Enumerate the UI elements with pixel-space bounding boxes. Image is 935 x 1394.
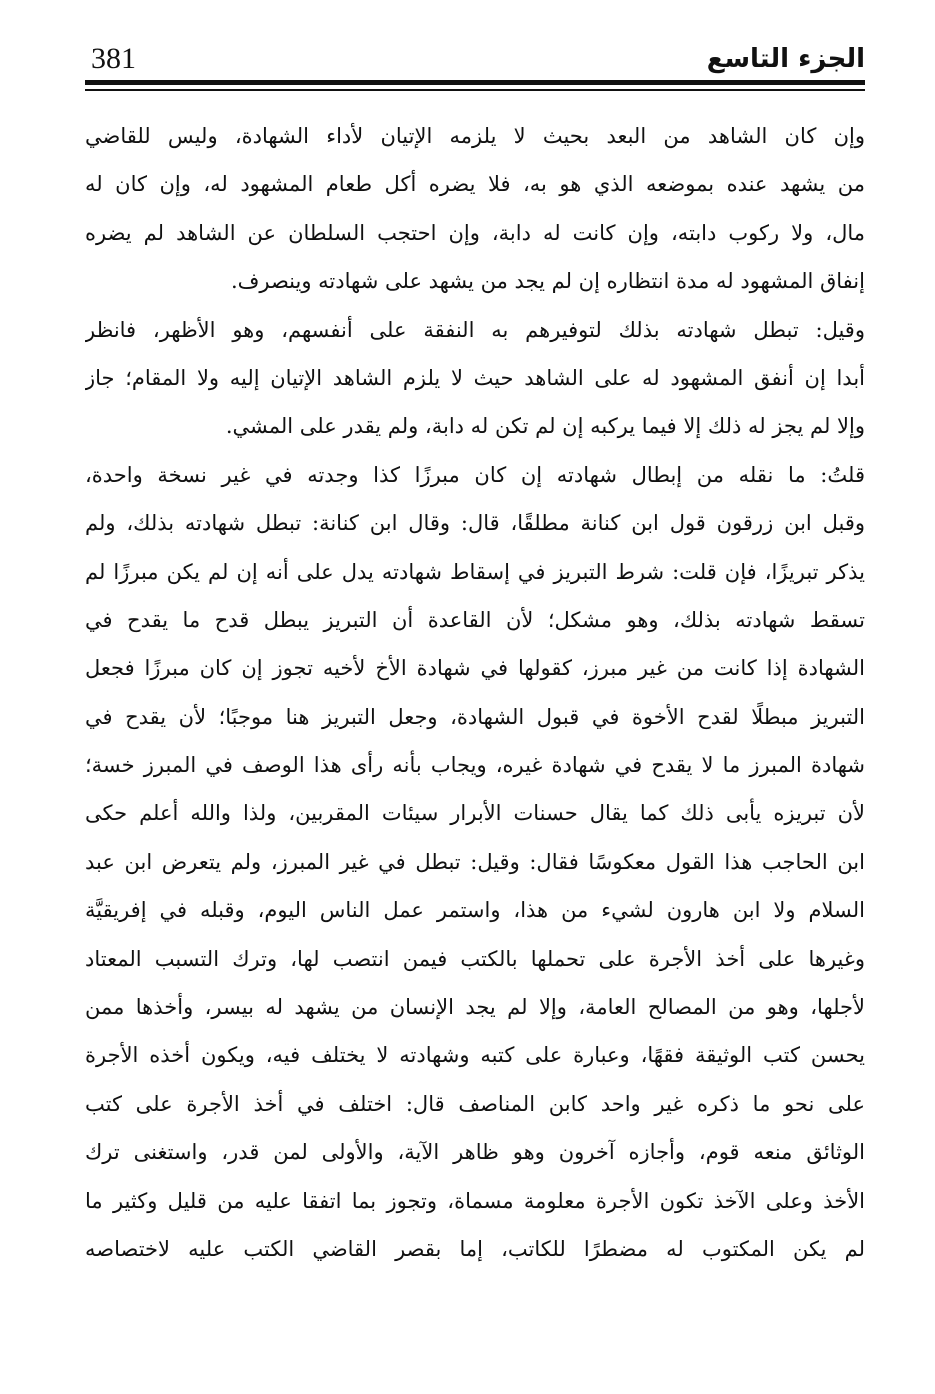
text-line: أبدا إن أنفق المشهود له على الشاهد حيث لا يلزم الشاهد الإتيان إليه ولا المقام؛ جاز — [85, 365, 865, 390]
text-line: لأجلها، وهو من المصالح العامة، وإلا لم يجد الإنسان من يشهد له بيسر، وأخذها ممن — [85, 995, 865, 1020]
header-rule-thin — [85, 89, 865, 91]
page-number: 381 — [91, 42, 136, 75]
text-line: لم يكن المكتوب له مضطرًا للكاتب، إما بقصر القاضي الكتب عليه لاختصاصه — [85, 1236, 865, 1261]
text-line: وإن كان الشاهد من البعد بحيث لا يلزمه الإتيان لأداء الشهادة، وليس للقاضي — [85, 124, 865, 148]
text-line: على نحو ما ذكره غير واحد كابن المناصف قال: اختلف في أخذ الأجرة على كتب — [85, 1091, 865, 1116]
text-line: الشهادة إذا كانت من غير مبرز، كقولها في شهادة الأخ لأخيه تجوز إن كان مبرزًا فجعل — [85, 656, 865, 681]
text-line: ابن الحاجب هذا القول معكوسًا فقال: وقيل: تبطل في غير المبرز، ولم يتعرض ابن عبد — [85, 849, 865, 874]
text-line: إنفاق المشهود له مدة انتظاره إن لم يجد من يشهد على شهادته وينصرف. — [230, 269, 865, 294]
body-text — [85, 112, 865, 1273]
text-line: يذكر تبريزًا، فإن قلت: شرط التبريز في إسقاط شهادته يدل على أنه إن لم يكن مبرزًا لم — [85, 559, 865, 584]
text-line: وقبل ابن زرقون قول ابن كنانة مطلقًا، قال: وقال ابن كنانة: تبطل شهادته بذلك، ولم — [85, 511, 865, 536]
text-line: وقيل: تبطل شهادته بذلك لتوفيرهم به النفقة على أنفسهم، وهو الأظهر، فانظر — [85, 317, 865, 342]
text-line: من يشهد عنده بموضعه الذي هو به، فلا يضره أكل طعام المشهود له، وإن كان له — [85, 172, 865, 197]
text-line: لأن تبريزه يأبى ذلك كما يقال حسنات الأبرار سيئات المقربين، ولذا والله أعلم حكى — [85, 801, 865, 826]
text-line: قلتُ: ما نقله من إبطال شهادته إن كان مبرزًا كذا وجدته في غير نسخة واحدة، — [85, 462, 865, 487]
text-line: تسقط شهادته بذلك، وهو مشكل؛ لأن القاعدة أن التبريز يبطل قدح ما يقدح في — [85, 607, 865, 632]
header-rule-thick — [85, 80, 865, 85]
text-line: الأخذ وعلى الآخذ تكون الأجرة معلومة مسماة، وتجوز بما اتفقا عليه من قليل وكثير ما — [85, 1188, 865, 1213]
text-line: السلام ولا ابن هارون لشيء من هذا، واستمر عمل الناس اليوم، وقبله في إفريقيَّة — [85, 898, 865, 923]
text-line: وغيرها على أخذ الأجرة على تحملها بالكتب فيمن انتصب لها، وترك التسبب المعتاد — [85, 946, 865, 971]
text-line: مال، ولا ركوب دابته، وإن كانت له دابة، وإن احتجب السلطان عن الشاهد لم يضره — [85, 220, 865, 245]
text-line: وإلا لم يجز له ذلك إلا فيما يركبه إن لم تكن له دابة، ولم يقدر على المشي. — [225, 414, 865, 439]
running-title: الجزء التاسع — [706, 44, 865, 74]
text-line: الوثائق منعه قوم، وأجازه آخرون وهو ظاهر الآية، والأولى لمن قدر، واستغنى ترك — [85, 1140, 865, 1165]
text-line: التبريز مبطلًا لقدح الأخوة في قبول الشهادة، وجعل التبريز هنا موجبًا؛ لأن يقدح في — [85, 704, 865, 729]
text-line: شهادة المبرز ما لا يقدح في شهادة غيره، ويجاب بأنه رأى هذا الوصف في المبرز خسة؛ — [85, 753, 865, 778]
text-line: يحسن كتب الوثيقة فقهًا، وعبارة على كتبه وشهادته لا يختلف فيه، ويكون أخذه الأجرة — [85, 1043, 865, 1068]
